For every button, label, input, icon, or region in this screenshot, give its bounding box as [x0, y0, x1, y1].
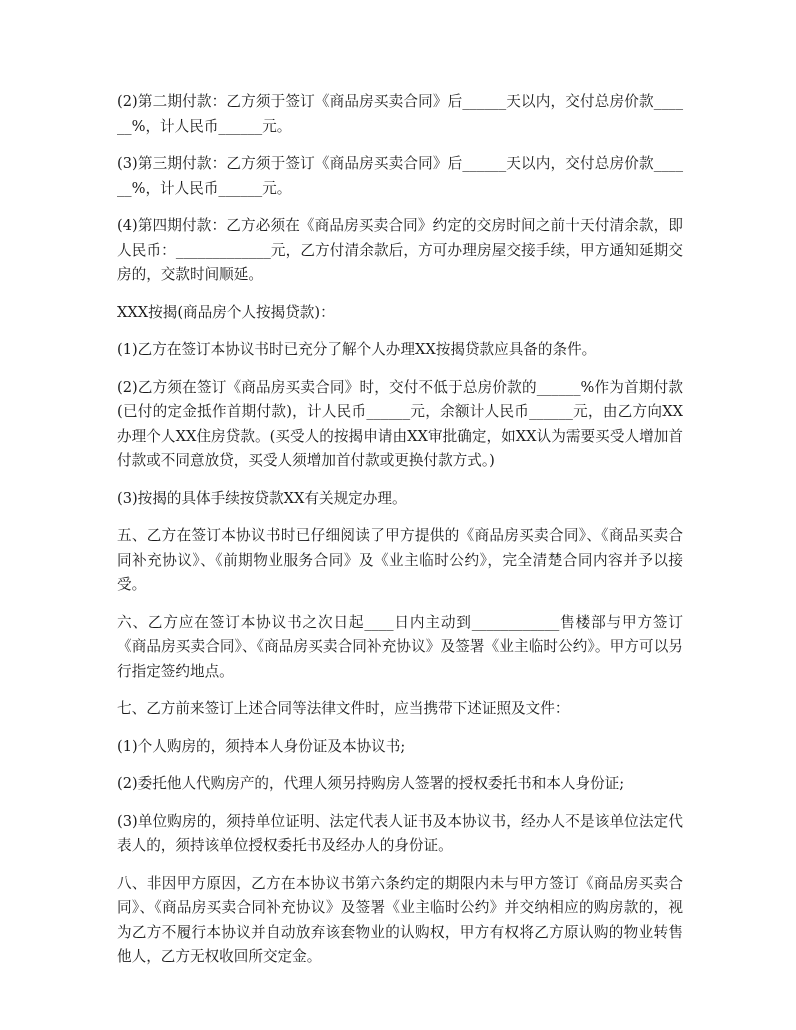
paragraph-clause-7-item-3: (3)单位购房的，须持单位证明、法定代表人证书及本协议书，经办人不是该单位法定代表人的，须持该单位授权委托书及经办人的身份证。	[117, 812, 683, 854]
paragraph-clause-7-item-2: (2)委托他人代购房产的，代理人须另持购房人签署的授权委托书和本人身份证;	[117, 775, 625, 792]
paragraph-mortgage-item-1: (1)乙方在签订本协议书时已充分了解个人办理XX按揭贷款应具备的条件。	[117, 341, 597, 358]
paragraph-mortgage-heading: XXX按揭(商品房个人按揭贷款)：	[117, 303, 335, 321]
paragraph-payment-phase-2: (2)第二期付款：乙方须于签订《商品房买卖合同》后______天以内，交付总房价款______%，计人民币______元。	[117, 93, 683, 135]
paragraph-clause-8: 八、非因甲方原因，乙方在本协议书第六条约定的期限内未与甲方签订《商品房买卖合同》、《商品房买卖合同补充协议》及签署《业主临时公约》并交纳相应的购房款的，视为乙方不履行本协议并自动放弃该套物业的认购权，甲方有权将乙方原认购的物业转售他人，乙方无权收回所交定金。	[117, 874, 683, 965]
paragraph-payment-phase-3: (3)第三期付款：乙方须于签订《商品房买卖合同》后______天以内，交付总房价款______%，计人民币______元。	[117, 155, 683, 197]
document-page	[117, 90, 683, 983]
paragraph-clause-5: 五、乙方在签订本协议书时已仔细阅读了甲方提供的《商品房买卖合同》、《商品买卖合同补充协议》、《前期物业服务合同》及《业主临时公约》，完全清楚合同内容并予以接受。	[117, 527, 683, 593]
paragraph-clause-7: 七、乙方前来签订上述合同等法律文件时，应当携带下述证照及文件：	[117, 700, 570, 717]
paragraph-payment-phase-4: (4)第四期付款：乙方必须在《商品房买卖合同》约定的交房时间之前十天付清余款，即人民币：_____________元，乙方付清余款后，方可办理房屋交接手续，甲方通知延期交房的，交款时间顺延。	[117, 217, 683, 283]
paragraph-clause-6: 六、乙方应在签订本协议书之次日起____日内主动到____________售楼部与甲方签订《商品房买卖合同》、《商品房买卖合同补充协议》及签署《业主临时公约》。甲方可以另行指定签约地点。	[117, 613, 683, 680]
paragraph-clause-7-item-1: (1)个人购房的，须持本人身份证及本协议书;	[117, 737, 406, 755]
paragraph-mortgage-item-3: (3)按揭的具体手续按贷款XX有关规定办理。	[117, 489, 407, 507]
paragraph-mortgage-item-2: (2)乙方须在签订《商品房买卖合同》时，交付不低于总房价款的______%作为首期付款(已付的定金抵作首期付款)，计人民币______元，余额计人民币______元，由乙方向XX办理个人XX住房贷款。(买受人的按揭申请由XX审批确定，如XX认为需要买受人增加首付款或不同意放贷，买受人须增加首付款或更换付款方式。)	[117, 378, 683, 469]
